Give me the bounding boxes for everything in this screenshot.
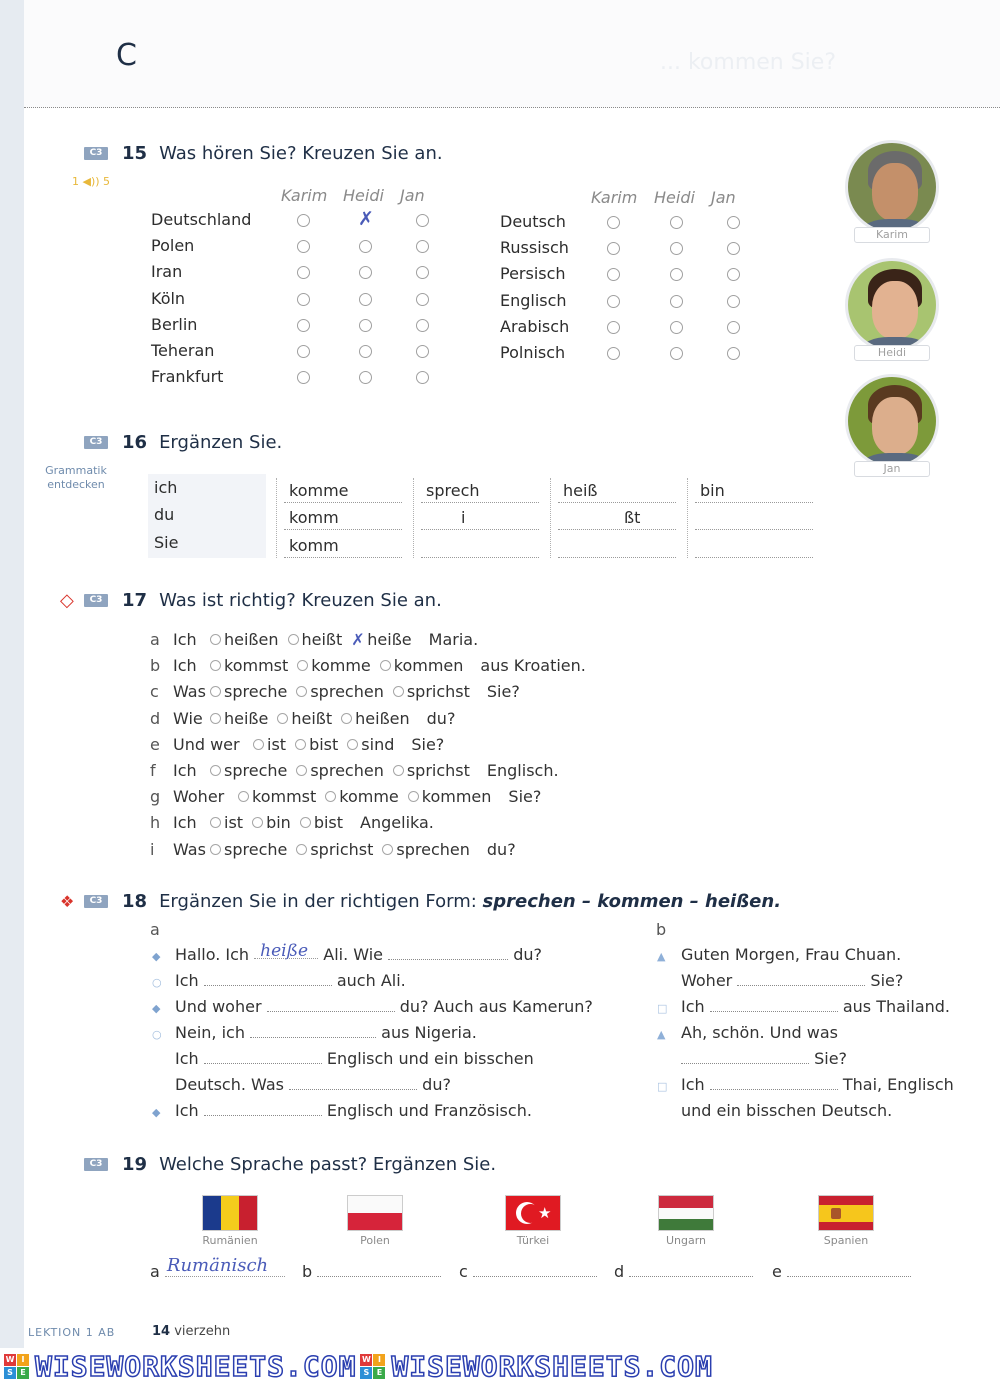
- item-subject: Was: [173, 682, 206, 702]
- person-photo-heidi: [845, 258, 939, 352]
- watermark-banner: [0, 1348, 1000, 1384]
- radio-circle[interactable]: [393, 686, 404, 697]
- option[interactable]: [210, 709, 268, 728]
- item-rest: Englisch.: [486, 761, 559, 780]
- column-header: Karim: [281, 186, 328, 205]
- item-letter: c: [150, 682, 159, 702]
- lesson-badge: C3: [84, 147, 108, 160]
- speaker-diamond-icon: ◆: [152, 1106, 161, 1119]
- checkbox[interactable]: [359, 371, 372, 384]
- option[interactable]: [210, 682, 287, 701]
- option[interactable]: [296, 840, 373, 859]
- option[interactable]: [277, 709, 332, 728]
- row-label: Polnisch: [500, 343, 566, 362]
- exercise-title: Ergänzen Sie in der richtigen Form:: [159, 891, 483, 912]
- item-subject: Ich: [173, 656, 197, 676]
- answer-blank[interactable]: [737, 972, 865, 986]
- option-label: spreche: [224, 682, 288, 702]
- choice-item: [150, 840, 516, 859]
- radio-circle[interactable]: [380, 660, 391, 671]
- option-label: sprechen: [310, 682, 384, 702]
- answer-blank[interactable]: [787, 1263, 911, 1277]
- choice-item: [150, 813, 434, 832]
- checkbox[interactable]: [607, 242, 620, 255]
- flag-label: Ungarn: [665, 1234, 707, 1247]
- exercise-number: 17: [122, 590, 148, 611]
- verb-cell[interactable]: [695, 508, 813, 530]
- dialog-a-line-6: Deutsch. Was du?: [175, 1075, 451, 1094]
- column-a-label: a: [150, 920, 160, 939]
- item-rest: Sie?: [411, 734, 445, 754]
- answer-blank[interactable]: [473, 1263, 597, 1277]
- speaker-square-icon: □: [657, 1080, 668, 1093]
- radio-circle[interactable]: [210, 765, 221, 776]
- flag-poland-icon: [347, 1195, 403, 1231]
- option-label: sprichst: [310, 839, 374, 859]
- item-rest: du?: [426, 708, 456, 728]
- radio-circle[interactable]: [296, 844, 307, 855]
- item-letter: h: [150, 813, 161, 833]
- item-rest: Angelika.: [360, 813, 434, 833]
- row-label: Iran: [151, 262, 183, 282]
- verb-cell[interactable]: ßt: [558, 508, 676, 530]
- exercise-title: Welche Sprache passt? Ergänzen Sie.: [159, 1154, 497, 1175]
- option[interactable]: [252, 813, 291, 832]
- radio-circle[interactable]: [296, 686, 307, 697]
- checkbox[interactable]: [416, 319, 429, 332]
- checkbox[interactable]: [670, 216, 683, 229]
- checkbox[interactable]: [727, 216, 740, 229]
- checkbox[interactable]: [670, 268, 683, 281]
- row-label: Polen: [151, 236, 195, 256]
- verb-cell[interactable]: i: [421, 508, 539, 530]
- exercise-title-verbs: sprechen – kommen – heißen.: [482, 891, 782, 912]
- checkbox[interactable]: [727, 268, 740, 281]
- radio-circle[interactable]: [253, 739, 264, 750]
- item-subject: Ich: [173, 761, 197, 780]
- exercise-19-header: [84, 1154, 496, 1175]
- verb-cell[interactable]: komme: [284, 481, 402, 503]
- checkbox[interactable]: [607, 295, 620, 308]
- exercise-16-header: [84, 432, 282, 453]
- header-box: [24, 0, 1000, 108]
- column-divider: [687, 478, 688, 558]
- answer-a: a Rumänisch: [150, 1262, 285, 1281]
- dialog-a-line-3: Und woher du? Auch aus Kamerun?: [175, 997, 593, 1016]
- radio-circle[interactable]: [210, 817, 221, 828]
- answer-blank[interactable]: [710, 1076, 838, 1090]
- answer-blank[interactable]: [204, 1102, 322, 1116]
- option[interactable]: [351, 630, 411, 649]
- checkbox[interactable]: [359, 293, 372, 306]
- flag-turkey-icon: ★: [505, 1195, 561, 1231]
- option[interactable]: [380, 656, 464, 675]
- exercise-title: Ergänzen Sie.: [159, 432, 283, 453]
- checkbox[interactable]: [727, 242, 740, 255]
- row-label: Russisch: [500, 238, 569, 258]
- speaker-circle-icon: ○: [152, 976, 162, 989]
- row-label: Frankfurt: [151, 367, 224, 387]
- option-label: bin: [266, 813, 291, 833]
- speaker-square-icon: □: [657, 1002, 668, 1015]
- lesson-badge: C3: [84, 594, 108, 607]
- choice-item: [150, 761, 559, 780]
- difficulty-marker-icon: ❖: [60, 892, 75, 911]
- exercise-15-header: [84, 143, 443, 164]
- option-label: kommst: [224, 656, 289, 676]
- option[interactable]: [210, 761, 287, 780]
- checkbox[interactable]: [670, 347, 683, 360]
- flag-spain-icon: [818, 1195, 874, 1231]
- watermark-logo-icon: W I S E: [360, 1354, 385, 1379]
- radio-circle[interactable]: [238, 791, 249, 802]
- checkbox[interactable]: [359, 319, 372, 332]
- option-label: bist: [313, 813, 344, 833]
- checkbox[interactable]: [359, 345, 372, 358]
- checkbox[interactable]: [727, 295, 740, 308]
- item-subject: Ich: [173, 813, 197, 833]
- option[interactable]: [300, 813, 343, 832]
- checkbox[interactable]: [416, 214, 429, 227]
- answer-blank[interactable]: [250, 1024, 376, 1038]
- item-letter: g: [150, 787, 161, 807]
- checkbox[interactable]: [297, 293, 310, 306]
- flag-label: Türkei: [516, 1234, 550, 1247]
- dialog-a-line-2: Ich auch Ali.: [175, 971, 406, 990]
- option-label: kommst: [252, 787, 317, 807]
- option-label: heiße: [367, 630, 412, 649]
- dialog-b-line-4: Ah, schön. Und was: [681, 1023, 838, 1042]
- row-label: Arabisch: [500, 316, 570, 336]
- item-subject: Ich: [173, 630, 197, 649]
- option-label: sprichst: [406, 682, 470, 702]
- dialog-b-line-5: Sie?: [681, 1049, 847, 1068]
- item-letter: a: [150, 630, 160, 649]
- radio-circle[interactable]: [277, 713, 288, 724]
- answer-blank[interactable]: [267, 998, 395, 1012]
- checkbox[interactable]: [727, 347, 740, 360]
- checkbox[interactable]: [670, 242, 683, 255]
- speaker-diamond-icon: ◆: [152, 1002, 161, 1015]
- option[interactable]: [296, 761, 383, 780]
- exercise-number: 15: [122, 143, 148, 164]
- verb-cell[interactable]: bin: [695, 481, 813, 503]
- pronoun-label: Sie: [154, 533, 179, 552]
- dialog-b-line-2: Woher Sie?: [681, 971, 904, 990]
- option[interactable]: [295, 735, 338, 754]
- option-label: ist: [267, 734, 287, 754]
- difficulty-marker-icon: ◇: [60, 590, 74, 611]
- option-label: heißt: [291, 708, 333, 728]
- answer-blank[interactable]: [204, 1050, 322, 1064]
- lesson-badge: C3: [84, 1158, 108, 1171]
- answer-blank[interactable]: [289, 1076, 417, 1090]
- exercise-number: 18: [122, 891, 148, 912]
- checkbox[interactable]: [359, 240, 372, 253]
- option[interactable]: [408, 787, 492, 806]
- column-b-label: b: [656, 920, 667, 939]
- column-header: Jan: [400, 186, 425, 205]
- option-label: sind: [361, 734, 395, 754]
- checkbox[interactable]: [297, 345, 310, 358]
- checked-mark-icon: ✗: [351, 630, 365, 649]
- option-label: kommen: [421, 787, 492, 807]
- option-label: kommen: [393, 656, 464, 676]
- option-label: heißen: [355, 708, 410, 728]
- speaker-triangle-icon: ▲: [657, 1028, 666, 1041]
- column-divider: [550, 478, 551, 558]
- checkbox[interactable]: [607, 216, 620, 229]
- checkbox[interactable]: [416, 371, 429, 384]
- row-label: Deutschland: [151, 210, 252, 229]
- radio-circle[interactable]: [210, 844, 221, 855]
- answer-blank[interactable]: [317, 1263, 441, 1277]
- option[interactable]: [288, 630, 343, 649]
- checkbox[interactable]: [297, 371, 310, 384]
- column-header: Jan: [711, 188, 736, 207]
- lesson-badge: C3: [84, 436, 108, 449]
- audio-track-icon: 1 ◀)) 5: [72, 175, 111, 188]
- radio-circle[interactable]: [210, 686, 221, 697]
- choice-item: [150, 682, 520, 701]
- option[interactable]: [382, 840, 469, 859]
- handwritten-answer: Rumänisch: [166, 1255, 269, 1276]
- item-rest: du?: [486, 839, 516, 859]
- exercise-number: 19: [122, 1154, 148, 1175]
- dialog-b-line-3: Ich aus Thailand.: [681, 997, 951, 1016]
- checkbox-checked[interactable]: ✗: [358, 208, 374, 230]
- section-letter: C: [116, 38, 137, 73]
- radio-circle[interactable]: [210, 713, 221, 724]
- grammar-note: Grammatik entdecken: [45, 464, 107, 491]
- flag-hungary-icon: [658, 1195, 714, 1231]
- option-label: komme: [311, 656, 371, 676]
- checkbox[interactable]: [416, 266, 429, 279]
- checkbox[interactable]: [416, 293, 429, 306]
- watermark-logo-icon: W I S E: [4, 1354, 29, 1379]
- dialog-a-line-4: Nein, ich aus Nigeria.: [175, 1023, 477, 1042]
- choice-item: [150, 656, 586, 675]
- radio-circle[interactable]: [382, 844, 393, 855]
- exercise-title: Was ist richtig? Kreuzen Sie an.: [159, 590, 442, 611]
- pronoun-label: du: [154, 505, 175, 524]
- radio-circle[interactable]: [296, 765, 307, 776]
- flag-label: Polen: [360, 1234, 390, 1247]
- column-divider: [413, 478, 414, 558]
- lesson-footer: LEKTION 1 AB: [28, 1326, 116, 1339]
- flag-label: Rumänien: [202, 1234, 258, 1247]
- option-label: heiße: [224, 708, 269, 728]
- checkbox[interactable]: [359, 266, 372, 279]
- radio-circle[interactable]: [288, 634, 299, 645]
- radio-circle[interactable]: [347, 739, 358, 750]
- option-label: sprechen: [396, 839, 470, 859]
- exercise-title: Was hören Sie? Kreuzen Sie an.: [159, 143, 443, 164]
- option[interactable]: [297, 656, 371, 675]
- option[interactable]: [393, 682, 470, 701]
- row-label: Englisch: [500, 290, 567, 310]
- checkbox[interactable]: [297, 266, 310, 279]
- option-label: komme: [339, 787, 399, 807]
- option-label: ist: [224, 813, 244, 833]
- flag-label: Spanien: [823, 1234, 869, 1247]
- option[interactable]: [238, 787, 316, 806]
- item-letter: e: [150, 734, 160, 754]
- verb-cell[interactable]: heiß: [558, 481, 676, 503]
- radio-circle[interactable]: [341, 713, 352, 724]
- checkbox[interactable]: [297, 240, 310, 253]
- checkbox[interactable]: [727, 321, 740, 334]
- radio-circle[interactable]: [210, 634, 221, 645]
- checkbox[interactable]: [297, 214, 310, 227]
- exercise-18-header: [84, 891, 781, 912]
- radio-circle[interactable]: [408, 791, 419, 802]
- option-label: spreche: [224, 761, 288, 780]
- column-header: Heidi: [343, 186, 384, 205]
- verb-cell[interactable]: [695, 536, 813, 558]
- item-letter: b: [150, 656, 161, 676]
- person-name-label: Heidi: [854, 345, 930, 361]
- verb-cell[interactable]: sprech: [421, 481, 539, 503]
- verb-cell[interactable]: [421, 536, 539, 558]
- exercise-17-header: [84, 590, 442, 611]
- item-letter: i: [150, 839, 155, 859]
- option[interactable]: [393, 761, 470, 780]
- option[interactable]: [347, 735, 394, 754]
- option-label: spreche: [224, 839, 288, 859]
- faded-heading: ... kommen Sie?: [660, 50, 837, 75]
- dialog-a-line-5: Ich Englisch und ein bisschen: [175, 1049, 534, 1068]
- flag-romania-icon: [202, 1195, 258, 1231]
- dialog-b-line-6: Ich Thai, Englisch: [681, 1075, 954, 1094]
- checkbox[interactable]: [670, 295, 683, 308]
- person-photo-jan: [845, 374, 939, 468]
- column-divider: [276, 478, 277, 558]
- choice-item: [150, 630, 478, 649]
- option-label: heißt: [301, 630, 343, 649]
- item-rest: Sie?: [508, 787, 542, 807]
- item-letter: d: [150, 708, 161, 728]
- answer-blank[interactable]: [710, 998, 838, 1012]
- answer-blank[interactable]: [204, 972, 332, 986]
- checkbox[interactable]: [416, 345, 429, 358]
- speaker-circle-icon: ○: [152, 1028, 162, 1041]
- option[interactable]: [253, 735, 286, 754]
- page-number: 14 vierzehn: [152, 1324, 231, 1339]
- radio-circle[interactable]: [297, 660, 308, 671]
- item-subject: Woher: [173, 787, 225, 807]
- option[interactable]: [296, 682, 383, 701]
- radio-circle[interactable]: [393, 765, 404, 776]
- checkbox[interactable]: [607, 268, 620, 281]
- handwritten-answer: heiße: [260, 941, 309, 961]
- option-label: sprechen: [310, 761, 384, 780]
- column-header: Karim: [591, 188, 638, 207]
- answer-e: e: [772, 1262, 911, 1281]
- option-label: heißen: [224, 630, 279, 649]
- radio-circle[interactable]: [252, 817, 263, 828]
- item-letter: f: [150, 761, 156, 780]
- option-label: sprichst: [406, 761, 470, 780]
- option[interactable]: [325, 787, 399, 806]
- item-rest: Maria.: [428, 630, 479, 649]
- option[interactable]: [210, 630, 279, 649]
- answer-d: d: [614, 1262, 753, 1281]
- watermark-text: WISEWORKSHEETS.COM: [391, 1349, 713, 1383]
- item-subject: Wie: [173, 708, 203, 728]
- item-rest: Sie?: [486, 682, 520, 702]
- checkbox[interactable]: [670, 321, 683, 334]
- person-name-label: Karim: [854, 227, 930, 243]
- option[interactable]: [210, 656, 288, 675]
- answer-blank[interactable]: [388, 946, 508, 960]
- dialog-b-line-7: und ein bisschen Deutsch.: [681, 1101, 893, 1120]
- dialog-b-line-1: Guten Morgen, Frau Chuan.: [681, 945, 902, 964]
- radio-circle[interactable]: [325, 791, 336, 802]
- pronoun-label: ich: [154, 478, 178, 497]
- radio-circle[interactable]: [210, 660, 221, 671]
- choice-item: [150, 709, 455, 728]
- lesson-badge: C3: [84, 895, 108, 908]
- answer-blank[interactable]: [681, 1050, 809, 1064]
- choice-item: [150, 735, 444, 754]
- dialog-a-line-1: Hallo. Ich heiße Ali. Wie du?: [175, 941, 542, 964]
- answer-b: b: [302, 1262, 441, 1281]
- person-name-label: Jan: [854, 461, 930, 477]
- item-rest: aus Kroatien.: [480, 656, 586, 676]
- column-header: Heidi: [654, 188, 695, 207]
- checkbox[interactable]: [607, 321, 620, 334]
- row-label: Persisch: [500, 264, 566, 284]
- exercise-number: 16: [122, 432, 148, 453]
- left-margin-strip: [0, 0, 24, 1384]
- radio-circle[interactable]: [295, 739, 306, 750]
- checkbox[interactable]: [297, 319, 310, 332]
- row-label: Teheran: [151, 341, 215, 360]
- watermark-text: WISEWORKSHEETS.COM: [35, 1349, 357, 1383]
- option-label: bist: [309, 734, 339, 754]
- verb-cell[interactable]: [558, 536, 676, 558]
- option[interactable]: [341, 709, 410, 728]
- item-subject: Was: [173, 839, 206, 859]
- checkbox[interactable]: [416, 240, 429, 253]
- row-label: Köln: [151, 288, 186, 308]
- speaker-diamond-icon: ◆: [152, 950, 161, 963]
- checkbox[interactable]: [607, 347, 620, 360]
- speaker-triangle-icon: ▲: [657, 950, 666, 963]
- row-label: Deutsch: [500, 212, 566, 231]
- dialog-a-line-7: Ich Englisch und Französisch.: [175, 1101, 532, 1120]
- answer-blank[interactable]: [629, 1263, 753, 1277]
- verb-cell[interactable]: komm: [284, 508, 402, 530]
- item-subject: Und wer: [173, 734, 240, 754]
- choice-item: [150, 787, 541, 806]
- option[interactable]: [210, 813, 243, 832]
- option[interactable]: [210, 840, 287, 859]
- row-label: Berlin: [151, 314, 198, 334]
- answer-c: c: [459, 1262, 597, 1281]
- person-photo-karim: [845, 140, 939, 234]
- verb-cell[interactable]: komm: [284, 536, 402, 558]
- radio-circle[interactable]: [300, 817, 311, 828]
